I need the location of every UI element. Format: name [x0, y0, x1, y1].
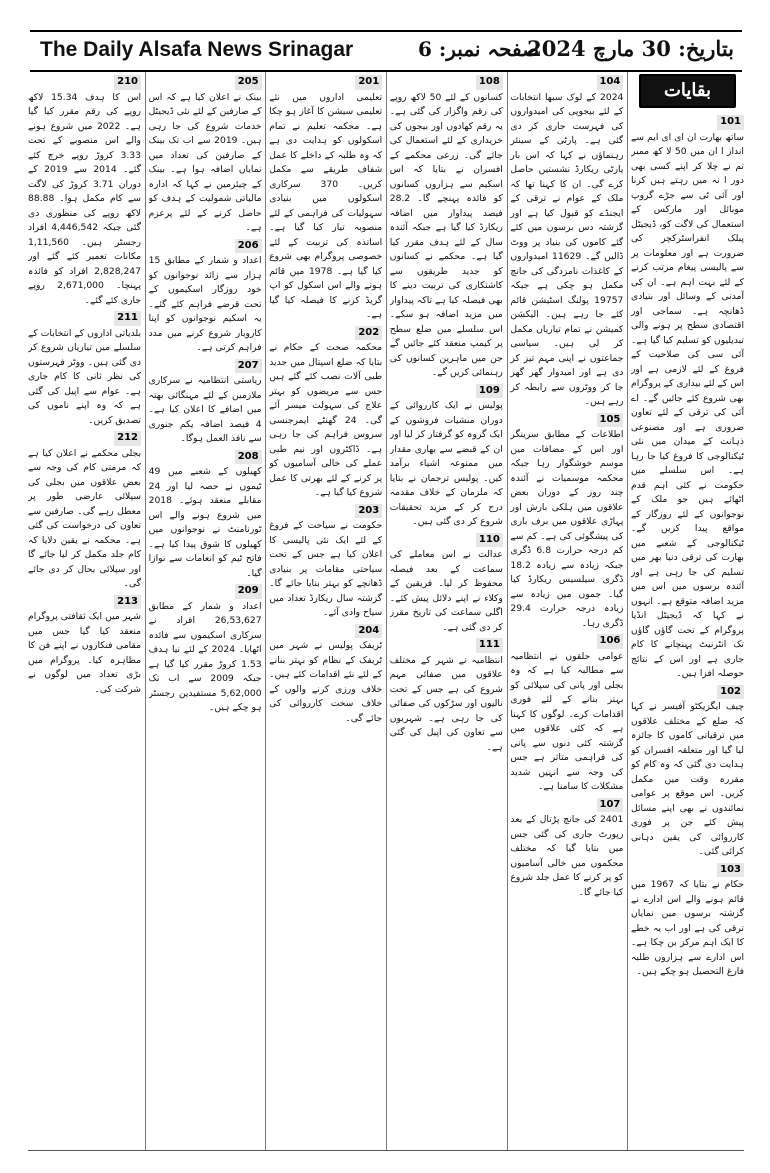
page-number: صفحہ نمبر: 6 [418, 37, 540, 61]
article-text: حکام نے بتایا کہ 1967 میں قائم ہونے والے اس ادارے نے گزشتہ برسوں میں نمایاں ترقی کی ہے اور اب یہ خطے کا ایک اہم مرکز بن چکا ہے۔ اس ادارے سے ہزاروں طلبہ فارغ التحصیل ہو چکے ہیں۔ [631, 879, 744, 977]
article-number: 104 [597, 75, 624, 90]
article-text: اعداد و شمار کے مطابق 26,53,627 افراد نے سرکاری اسکیموں سے فائدہ اٹھایا۔ 2024 کے لئے نیا ہدف 1.53 کروڑ مقرر کیا گیا ہے جبکہ 2009 سے اب تک 5,62,000 مستفیدین رجسٹر ہو چکے ہیں۔ [148, 600, 262, 713]
article-text: ساتھ بھارت ان ای ای ایم سے انداز ا ان میں 50 لا کھ ممبر تم نے چلا کر اپنے کسی بھی دور ا نہ میں رہتے ہیں کرنا اور آئی ٹی سے جڑے گروپ موبائل اور مارکس کے استعمال کی لاگت کو، ڈیجیٹل پبلک انفراسٹرکچر کی ضرورت ہے اور معلومات پر سے پالیسی پیغام مرتب کرنے کے لئے بہت اہم ہے۔ ان کی آمدنی کے وسائل اور بنیادی ڈھانچہ ہے۔ سماجی اور اقتصادی سطح پر ہونے والی تبدیلیوں کو تسلیم کیا گیا ہے۔ آئی سی کی صلاحیت کے فروغ کے لئے لازمی ہے اور اس کے لئے بیداری کے پروگرام بھی شروع کئے جائیں گے۔ اے آئی کی ترقی کے لئے تعاون ضروری ہے اور مصنوعی ذہانت کے میدان میں نئی ٹیکنالوجی کا فروغ کیا جا رہا ہے۔ اس سلسلے میں حکومت نے کئی اہم قدم اٹھائے ہیں جو ملک کے نوجوانوں کے لئے روزگار کے مواقع پیدا کریں گے۔ ٹیکنالوجی کے شعبے میں بھارت کی ترقی دنیا بھر میں تسلیم کی جا رہی ہے اور آئندہ برسوں میں اس میں مزید اضافہ متوقع ہے۔ انہوں نے کہا کہ ڈیجیٹل انڈیا پروگرام کے تحت گاؤں گاؤں تک انٹرنیٹ پہنچانے کا کام جاری ہے اور اس کے نتائج حوصلہ افزا ہیں۔ [631, 131, 744, 679]
article-text: محکمہ صحت کے حکام نے بتایا کہ ضلع اسپتال میں جدید طبی آلات نصب کئے گئے ہیں جس سے مریضوں کو بہتر علاج کی سہولت میسر آئے گی۔ 24 گھنٹے ایمرجنسی سروس فراہم کی جا رہی ہے۔ ڈاکٹروں اور نیم طبی عملے کی خالی آسامیوں کو پر کرنے کے لئے بھرتی کا عمل شروع کیا گیا ہے۔ [269, 342, 383, 498]
article-text: بلدیاتی اداروں کے انتخابات کے سلسلے میں تیاریاں شروع کر دی گئی ہیں۔ ووٹر فہرستوں کی نظر ثانی کا کام جاری ہے۔ عوام سے اپیل کی گئی ہے کہ وہ اپنے ناموں کی تصدیق کریں۔ [28, 327, 141, 426]
article-number: 209 [235, 584, 262, 599]
article-number: 208 [235, 450, 262, 465]
article-number: 105 [597, 413, 624, 428]
article-number: 103 [717, 863, 744, 878]
article-text: بجلی محکمے نے اعلان کیا ہے کہ مرمتی کام کی وجہ سے بعض علاقوں میں بجلی کی سپلائی عارضی طور پر معطل رہے گی۔ صارفین سے تعاون کی درخواست کی گئی ہے۔ محکمہ نے یقین دلایا کہ کام جلد مکمل کر لیا جائے گا اور سپلائی بحال کر دی جائے گی۔ [28, 447, 141, 589]
section-banner: بقایات [639, 74, 736, 108]
article-number: 201 [355, 75, 382, 90]
news-column [28, 72, 141, 1150]
newspaper-title: The Daily Alsafa News Srinagar [40, 38, 354, 61]
article-text: ریاستی انتظامیہ نے سرکاری ملازمین کے لئے مہنگائی بھتہ میں اضافے کا اعلان کیا ہے۔ 4 فیصد اضافہ یکم جنوری سے نافذ العمل ہوگا۔ [148, 375, 262, 444]
article-number: 111 [476, 638, 503, 653]
article-number: 207 [235, 359, 262, 374]
news-column [269, 72, 382, 1150]
article-text: پولیس نے ایک کارروائی کے دوران منشیات فروشوں کے ایک گروہ کو گرفتار کر لیا اور ان کے قبضے سے بھاری مقدار میں ممنوعہ اشیاء برآمد کیں۔ پولیس ترجمان نے بتایا کہ ملزمان کے خلاف مقدمہ درج کر کے مزید تحقیقات شروع کر دی گئی ہیں۔ [389, 400, 503, 527]
article-number: 110 [476, 533, 503, 548]
article-number: 212 [114, 431, 141, 446]
article-text: عوامی حلقوں نے انتظامیہ سے مطالبہ کیا ہے کہ وہ بجلی اور پانی کی سپلائی کو بہتر بنانے کے لئے فوری اقدامات کرے۔ لوگوں کا کہنا ہے کہ کئی علاقوں میں گزشتہ کئی دنوں سے پانی کی فراہمی متاثر ہے جس کی وجہ سے انہیں شدید مشکلات کا سامنا ہے۔ [510, 650, 624, 792]
article-number: 211 [114, 311, 141, 326]
news-column [390, 72, 503, 1150]
article-text: بینک نے اعلان کیا ہے کہ اس کے صارفین کے لئے نئی ڈیجیٹل خدمات شروع کی جا رہی ہیں۔ 2019 سے اب تک بینک کے صارفین کی تعداد میں نمایاں اضافہ ہوا ہے۔ بینک کے چیئرمین نے کہا کہ ادارہ مالیاتی شمولیت کے ہدف کو حاصل کرنے کے لئے پرعزم ہے۔ [148, 91, 262, 233]
article-text: اطلاعات کے مطابق سرینگر اور اس کے مضافات میں موسم خوشگوار رہا جبکہ محکمہ موسمیات نے آئندہ چند روز کے دوران بعض علاقوں میں ہلکی بارش اور پہاڑی علاقوں میں برف باری کی پیشگوئی کی ہے۔ کم سے کم درجہ حرارت 6.8 ڈگری جبکہ زیادہ سے زیادہ 18.2 ڈگری سیلسیس ریکارڈ کیا گیا۔ جموں میں زیادہ سے زیادہ درجہ حرارت 29.4 ڈگری رہا۔ [510, 429, 624, 629]
article-number: 108 [476, 75, 503, 90]
article-number: 204 [355, 624, 382, 639]
bottom-rule [28, 1150, 744, 1151]
column-rule [386, 72, 387, 1150]
column-rule [627, 72, 628, 1150]
article-text: چیف ایگزیکٹو آفیسر نے کہا کہ ضلع کے مختلف علاقوں میں ترقیاتی کاموں کا جائزہ لیا گیا اور متعلقہ افسران کو ہدایت دی گئی کہ وہ کام کو مقررہ وقت میں مکمل کریں۔ اس موقع پر عوامی نمائندوں نے بھی اپنے مسائل پیش کئے جن پر فوری کارروائی کی یقین دہانی کرائی گئی۔ [631, 701, 744, 857]
article-number: 205 [235, 75, 262, 90]
columns-area [28, 72, 744, 1150]
article-number: 107 [597, 798, 624, 813]
article-text: انتظامیہ نے شہر کے مختلف علاقوں میں صفائی مہم شروع کی ہے جس کے تحت نالیوں اور سڑکوں کی صفائی کی جا رہی ہے۔ شہریوں سے تعاون کی اپیل کی گئی ہے۔ [389, 654, 503, 753]
news-column [631, 72, 744, 1150]
masthead [30, 30, 742, 72]
article-number: 109 [476, 384, 503, 399]
column-rule [145, 72, 146, 1150]
article-text: اعداد و شمار کے مطابق 15 ہزار سے زائد نوجوانوں کو خود روزگار اسکیموں کے تحت قرضے فراہم کئے گئے۔ یہ اسکیم نوجوانوں کو اپنا کاروبار شروع کرنے میں مدد فراہم کرتی ہے۔ [148, 255, 262, 353]
article-number: 101 [717, 115, 744, 130]
article-number: 102 [717, 685, 744, 700]
article-number: 210 [114, 75, 141, 90]
article-text: ٹریفک پولیس نے شہر میں ٹریفک کے نظام کو بہتر بنانے کے لئے نئے اقدامات کئے ہیں۔ خلاف ورزی کرنے والوں کے خلاف سخت کارروائی کی جائے گی۔ [269, 640, 383, 724]
article-text: کھیلوں کے شعبے میں 49 ٹیموں نے حصہ لیا اور 24 مقابلے منعقد ہوئے۔ 2018 میں شروع ہونے والے اس ٹورنامنٹ نے نوجوانوں میں کھیلوں کا شوق پیدا کیا ہے۔ فاتح ٹیم کو انعامات سے نوازا گیا۔ [148, 466, 262, 579]
article-number: 206 [235, 239, 262, 254]
news-column [510, 72, 623, 1150]
article-text: شہر میں ایک ثقافتی پروگرام منعقد کیا گیا جس میں مقامی فنکاروں نے اپنے فن کا مظاہرہ کیا۔ پروگرام میں بڑی تعداد میں لوگوں نے شرکت کی۔ [28, 611, 141, 695]
article-number: 213 [114, 595, 141, 610]
column-rule [265, 72, 266, 1150]
article-text: 2024 کے لوک سبھا انتخابات کے لئے بیجوپی کی امیدواروں کی فہرست جاری کر دی گئی ہے۔ پارٹی کے سینئر رہنماؤں نے کہا کہ اس بار پارٹی ریکارڈ نشستیں حاصل کرے گی۔ ان کا کہنا تھا کہ ملک کے عوام نے ترقی کے ایجنڈے کو قبول کیا ہے اور گزشتہ دس برسوں میں کئے گئے کاموں کی بنیاد پر ووٹ ڈالیں گے۔ 11629 امیدواروں کے کاغذات نامزدگی کی جانچ مکمل ہو چکی ہے جبکہ 19757 پولنگ اسٹیشن قائم کئے جا رہے ہیں۔ الیکشن کمیشن نے تمام تیاریاں مکمل کر لی ہیں۔ سیاسی جماعتوں نے اپنی مہم تیز کر دی ہے اور امیدوار گھر گھر جا کر ووٹروں سے رابطہ کر رہے ہیں۔ [510, 91, 624, 407]
news-column [149, 72, 262, 1150]
article-number: 202 [355, 326, 382, 341]
article-text: عدالت نے اس معاملے کی سماعت کے بعد فیصلہ محفوظ کر لیا۔ فریقین کے وکلاء نے اپنے دلائل پیش کئے۔ اگلی سماعت کی تاریخ مقرر کر دی گئی ہے۔ [389, 549, 503, 633]
article-text: حکومت نے سیاحت کے فروغ کے لئے ایک نئی پالیسی کا اعلان کیا ہے جس کے تحت سیاحتی مقامات پر بنیادی ڈھانچے کو بہتر بنایا جائے گا۔ گزشتہ سال ریکارڈ تعداد میں سیاح وادی آئے۔ [269, 520, 383, 618]
article-number: 203 [355, 504, 382, 519]
article-text: کسانوں کے لئے 50 لاکھ روپے کی رقم واگزار کی گئی ہے۔ یہ رقم کھادوں اور بیجوں کی خریداری کے لئے استعمال کی جائے گی۔ زرعی محکمے کے افسران نے بتایا کہ اس اسکیم سے ہزاروں کسانوں کو فائدہ پہنچے گا۔ 28.2 فیصد پیداوار میں اضافہ ریکارڈ کیا گیا ہے جبکہ آئندہ سال کے لئے ہدف مقرر کیا گیا ہے۔ محکمے نے کسانوں کو جدید طریقوں سے کاشتکاری کی تربیت دینے کا بھی فیصلہ کیا ہے تاکہ پیداوار میں مزید اضافہ ہو سکے۔ اس سلسلے میں ضلع سطح پر کیمپ منعقد کئے جائیں گے جن میں ماہرین کسانوں کی رہنمائی کریں گے۔ [389, 91, 503, 378]
column-rule [507, 72, 508, 1150]
article-text: 2401 کی جانچ پڑتال کے بعد رپورٹ جاری کی گئی جس میں بتایا گیا کہ مختلف محکموں میں خالی آسامیوں کو پر کرنے کا عمل جلد شروع کیا جائے گا۔ [510, 814, 624, 898]
article-number: 106 [597, 634, 624, 649]
article-text: اس کا ہدف 15.34 لاکھ روپے کی رقم مقرر کیا گیا ہے۔ 2022 میں شروع ہونے والے اس منصوبے کے تحت 3.33 کروڑ روپے خرچ کئے گئے۔ 2014 سے 2019 کے دوران 3.71 کروڑ کی لاگت سے کام مکمل ہوا۔ 88.88 لاکھ روپے کی منظوری دی گئی جبکہ 4,446,542 افراد رجسٹر ہیں۔ 1,11,560 مکانات تعمیر کئے گئے اور 2,828,247 افراد کو فائدہ پہنچا۔ 2,671,000 روپے جاری کئے گئے۔ [28, 91, 141, 306]
issue-date: بتاریخ: 30 مارچ 2024 [527, 36, 734, 61]
article-text: تعلیمی اداروں میں نئے تعلیمی سیشن کا آغاز ہو چکا ہے۔ محکمہ تعلیم نے تمام اسکولوں کو ہدایت دی ہے کہ وہ طلبہ کے داخلے کا عمل شفاف طریقے سے مکمل کریں۔ 370 سرکاری اسکولوں میں بنیادی سہولیات کی فراہمی کے لئے منصوبہ تیار کیا گیا ہے۔ اساتذہ کی تربیت کے لئے خصوصی پروگرام بھی شروع کیا گیا ہے۔ 1978 میں قائم ہونے والے اس اسکول کو اپ گریڈ کرنے کا فیصلہ کیا گیا ہے۔ [269, 91, 383, 320]
